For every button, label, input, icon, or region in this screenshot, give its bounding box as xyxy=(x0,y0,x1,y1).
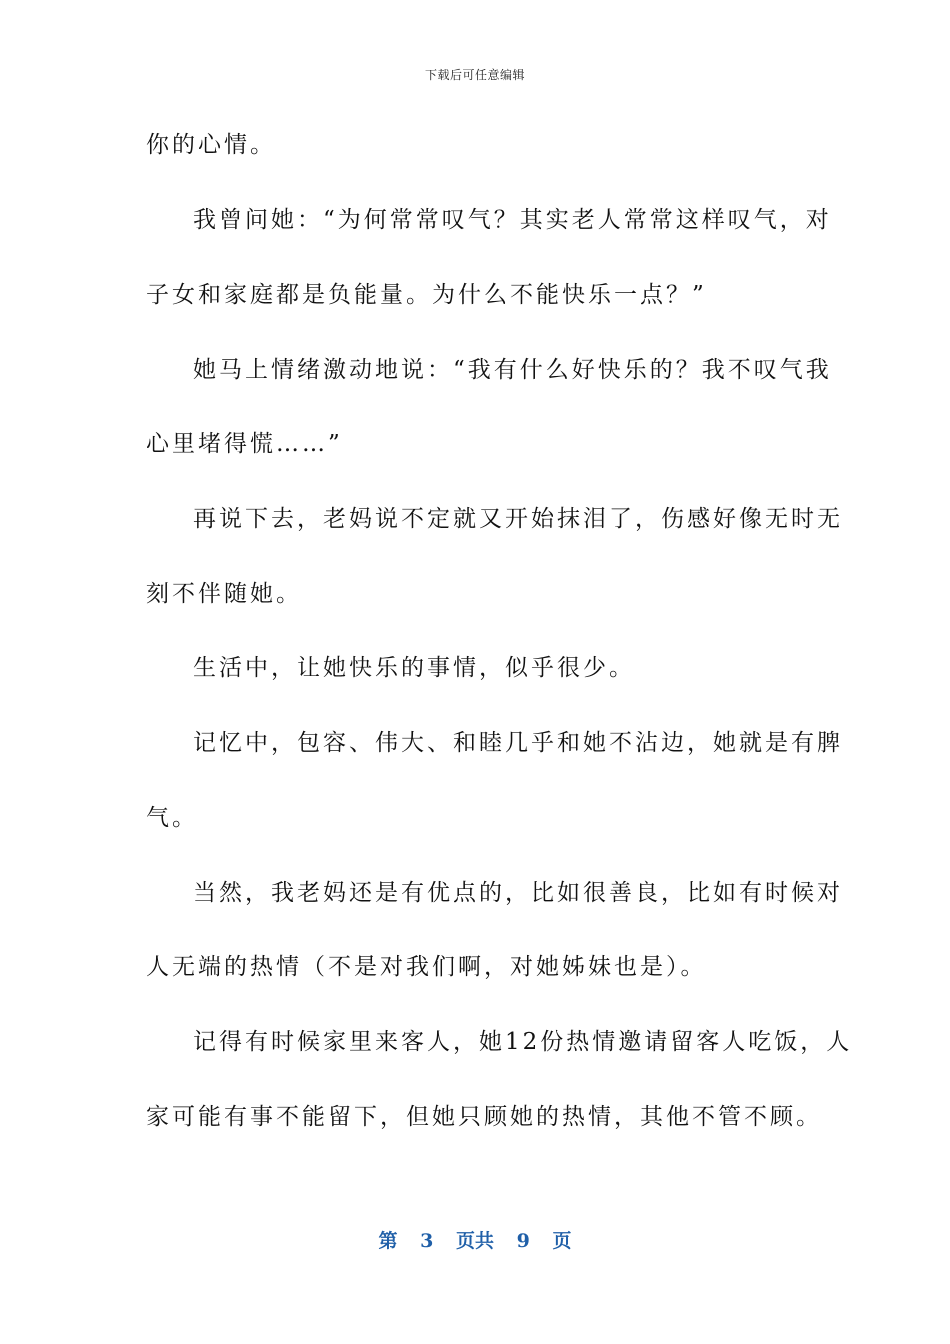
footer-prefix: 第 xyxy=(378,1230,398,1252)
page-number-footer xyxy=(0,1226,950,1253)
current-page-number: 3 xyxy=(420,1230,434,1252)
text-line: 记忆中，包容、伟大、和睦几乎和她不沾边，她就是有脾 xyxy=(193,730,843,756)
text-line: 刻不伴随她。 xyxy=(146,581,302,607)
text-line: 人无端的热情（不是对我们啊，对她姊妹也是）。 xyxy=(146,954,707,980)
text-line: 当然，我老妈还是有优点的，比如很善良，比如有时候对 xyxy=(193,880,843,906)
text-line: 家可能有事不能留下，但她只顾她的热情，其他不管不顾。 xyxy=(146,1104,822,1130)
text-line: 再说下去，老妈说不定就又开始抹泪了，伤感好像无时无 xyxy=(193,506,843,532)
footer-suffix: 页 xyxy=(552,1230,572,1252)
footer-middle: 页共 xyxy=(455,1230,494,1252)
text-line: 生活中，让她快乐的事情，似乎很少。 xyxy=(193,655,635,681)
text-line: 子女和家庭都是负能量。为什么不能快乐一点？” xyxy=(146,282,707,308)
total-page-count: 9 xyxy=(516,1230,530,1252)
text-line: 气。 xyxy=(146,805,198,831)
text-line: 心里堵得慌……” xyxy=(146,431,343,457)
text-line: 我曾问她：“为何常常叹气？其实老人常常这样叹气，对 xyxy=(193,207,832,233)
text-line: 你的心情。 xyxy=(146,132,276,158)
text-line: 记得有时候家里来客人，她12份热情邀请留客人吃饭，人 xyxy=(193,1029,853,1055)
text-line: 她马上情绪激动地说：“我有什么好快乐的？我不叹气我 xyxy=(193,357,832,383)
page-header-note: 下载后可任意编辑 xyxy=(424,68,525,82)
